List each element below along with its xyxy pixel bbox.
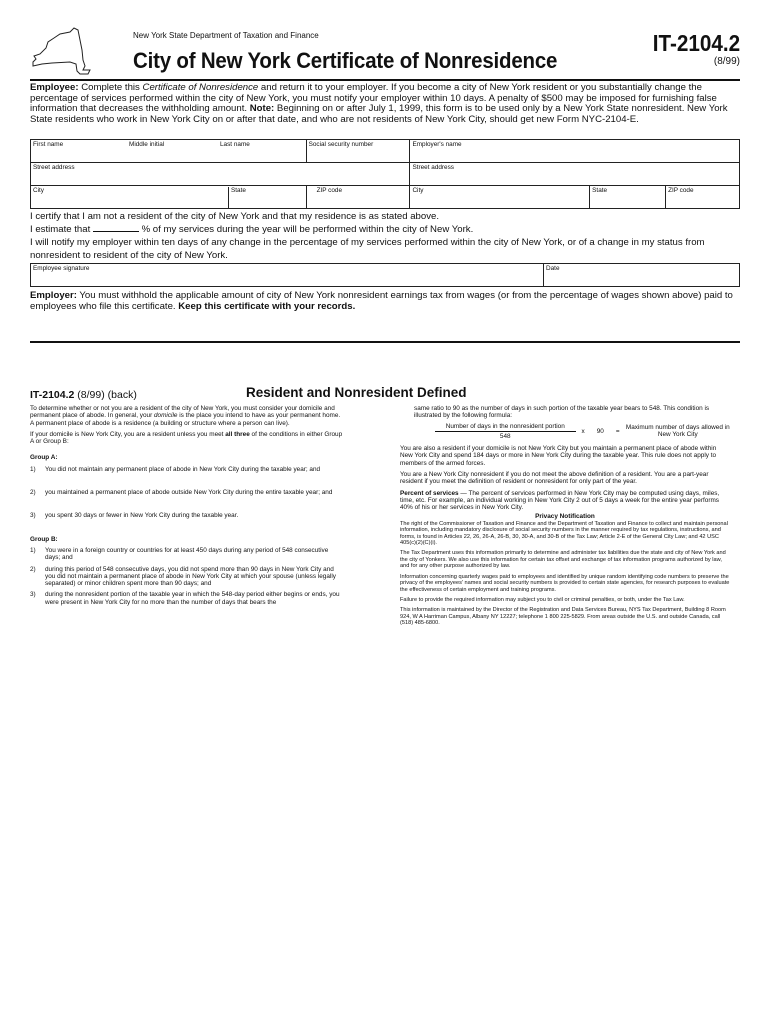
- formula-ninety: 90: [596, 427, 604, 435]
- nonresident-days-formula: [435, 423, 730, 441]
- formula-times: x: [581, 427, 585, 435]
- formula-equals: =: [615, 427, 620, 435]
- group-a-title: Group A:: [30, 454, 58, 462]
- employer-label: Employer:: [30, 290, 77, 301]
- employee-signature-field[interactable]: Employee signature: [31, 264, 544, 287]
- form-revision: (8/99): [713, 56, 740, 67]
- formula-result: Maximum number of days allowed in New York City: [625, 424, 730, 439]
- middle-initial-field[interactable]: Middle initial: [129, 141, 165, 148]
- zip-field[interactable]: ZIP code: [306, 186, 410, 209]
- group-a-item: 2) you maintained a permanent place of abode outside New York City during the entire taxable year; and: [30, 489, 333, 497]
- privacy-paragraph: The right of the Commissioner of Taxation and Finance and the Department of Taxation and Finance to collect and maintain personal information, including mandatory disclosure of social security numbers in the manner required by tax regulations, instructions, and forms, is found in Articles 22, 26, 26-A, 26-B, 30, 30-A, and 30-B of the Tax Law; Article 2-E of the General City Law; and 42 USC 405(c)(2)(C)(i).: [400, 520, 728, 547]
- employer-name-field[interactable]: Employer's name: [410, 140, 740, 163]
- employer-instructions: Employer: You must withhold the applicable amount of city of New York nonresident earnings tax from wages (or from the percentage of wages shown above) paid to employees who file this certificate. Keep this certificate with your records.: [30, 290, 733, 312]
- section-divider: [30, 341, 740, 343]
- signature-fields: [30, 263, 740, 287]
- certificate-name: Certificate of Nonresidence: [142, 82, 259, 93]
- nonresident-definition: You are a New York City nonresident if you do not meet the above definition of a resident. You are a part-year resident if you meet the definition of resident or nonresident for only part of the year.: [400, 471, 709, 486]
- street-address-field[interactable]: Street address: [31, 163, 410, 186]
- percent-of-services: Percent of services — The percent of services performed in New York City may be computed using days, miles, time, etc. For example, an individual working in New York City 2 out of 5 days a week for the entire year performs 40% of his or her services in New York City.: [400, 489, 720, 512]
- group-b-item: 1) You were in a foreign country or countries for at least 450 days during any period of 548 consecutive days; and: [30, 546, 329, 562]
- group-b-item: 3) during the nonresident portion of the taxable year in which the 548-day period either begins or ends, you were present in New York City for no more than the number of days that bears the: [30, 591, 340, 606]
- group-a-item: 1) You did not maintain any permanent place of abode in New York City during the taxable year; and: [30, 465, 321, 473]
- employer-street-address-field[interactable]: Street address: [410, 163, 740, 186]
- group-b-item: 2) during this period of 548 consecutive days, you did not spend more than 90 days in New York City and you did not maintain a permanent place of abode in New York City at which your spouse (unless legally separated) or minor children spent more than 90 days; and: [30, 565, 336, 588]
- privacy-paragraph: The Tax Department uses this information primarily to determine and administer tax liabilities due the state and city of New York and the city of Yonkers. We also use this information for certain tax offset and exchange of tax information programs authorized by law, and for any other purpose authorized by law.: [400, 550, 726, 570]
- ssn-field[interactable]: Social security number: [306, 140, 410, 163]
- group-b-title: Group B:: [30, 535, 58, 543]
- header-rule: [30, 79, 740, 81]
- name-fields-cell[interactable]: [31, 140, 307, 163]
- employer-zip-field[interactable]: ZIP code: [666, 186, 740, 209]
- note-label: Note:: [249, 103, 275, 114]
- certify-line: I certify that I am not a resident of the city of New York and that my residence is as stated above.: [30, 211, 440, 222]
- formula-numerator: Number of days in the nonresident portion: [435, 423, 576, 432]
- date-field[interactable]: Date: [544, 264, 740, 287]
- employee-label: Employee:: [30, 82, 79, 93]
- city-field[interactable]: City: [33, 187, 45, 194]
- resident-condition: If your domicile is New York City, you are a resident unless you meet all three of the conditions in either Group A or Group B:: [30, 430, 343, 446]
- form-title: City of New York Certificate of Nonresidence: [133, 48, 558, 73]
- back-form-number: IT-2104.2 (8/99) (back): [30, 389, 137, 401]
- privacy-notification-title: Privacy Notification: [535, 512, 595, 520]
- privacy-paragraph: Information concerning quarterly wages paid to employees and identified by unique random identifying code numbers to preserve the privacy of the employees' names and social security numbers is provided to certain state agencies, for research purposes to evaluate the effectiveness of certain employment and training programs.: [400, 573, 730, 593]
- percent-input[interactable]: [93, 224, 139, 232]
- last-name-field[interactable]: Last name: [220, 141, 250, 148]
- back-title: Resident and Nonresident Defined: [246, 385, 467, 400]
- state-field[interactable]: State: [228, 187, 246, 209]
- back-right-column: [400, 405, 730, 631]
- employer-city-field[interactable]: City: [410, 186, 590, 209]
- employee-employer-fields: [30, 139, 740, 209]
- agency-name: New York State Department of Taxation and Finance: [133, 31, 319, 40]
- city-state-cell[interactable]: [31, 186, 307, 209]
- employer-state-field[interactable]: State: [590, 186, 666, 209]
- group-a-item: 3) you spent 30 days or fewer in New York City during the taxable year.: [30, 512, 239, 520]
- notify-line: I will notify my employer within ten days of any change in the percentage of my services performed within the city of New York, or of a change in my status from nonresident to resident of the city of New York.: [30, 237, 705, 261]
- keep-certificate-note: Keep this certificate with your records.: [178, 300, 356, 312]
- ratio-continuation: same ratio to 90 as the number of days in such portion of the taxable year bears to 548. This condition is illustrated by the following formula:: [414, 405, 710, 420]
- back-left-column: [30, 405, 345, 610]
- formula-denominator: 548: [499, 432, 511, 440]
- estimate-line: I estimate that % of my services during the year will be performed within the city of New York.: [30, 224, 474, 235]
- privacy-paragraph: This information is maintained by the Director of the Registration and Data Services Bureau, NYS Tax Department, Building 8 Room 924, W A Harriman Campus, Albany NY 12227; telephone 1 800 225-5829. From areas outside the U.S. and outside Canada, call (518) 485-6800.: [400, 607, 726, 627]
- certification-statement: [30, 210, 742, 262]
- privacy-paragraph: Failure to provide the required information may subject you to civil or criminal penalties, or both, under the Tax Law.: [400, 596, 685, 603]
- also-resident-rule: You are also a resident if your domicile is not New York City but you maintain a permanent place of abode within New York City and spend 184 days or more in New York City during the taxable year. This rule does not apply to members of the armed forces.: [400, 445, 717, 467]
- employee-instructions: Employee: Complete this Certificate of Nonresidence and return it to your employer. If you become a city of New York resident or you substantially change the percentage of services performed within the city of New York, you must notify your employer within 10 days. A penalty of $500 may be imposed for furnishing false information that decreases the withholding amount. Note: Beginning on or after July 1, 1999, this form is to be used only by a New York State nonresident. New York State residents who work in New York City on or after that date, and who are not residents of New York City, should get new Form NYC-2104-E.: [30, 82, 728, 125]
- new-york-state-outline-icon: [30, 26, 94, 80]
- form-number: IT-2104.2: [652, 30, 740, 56]
- domicile-intro: To determine whether or not you are a resident of the city of New York, you must consider your domicile and permanent place of abode. In general, your domicile is the place you intend to have as your permanent home. A permanent place of abode is a residence (a building or structure where a person can live).: [30, 405, 341, 427]
- first-name-field[interactable]: First name: [33, 141, 64, 148]
